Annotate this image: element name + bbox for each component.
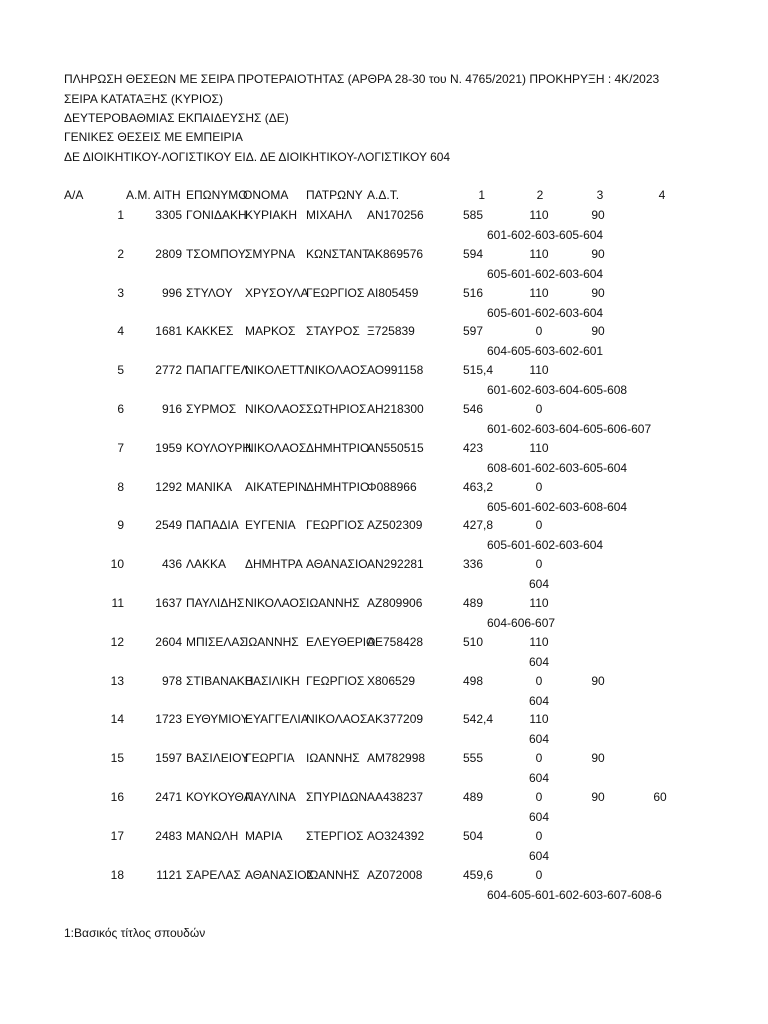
cell-surname: ΚΟΥΛΟΥΡΗ <box>186 441 252 455</box>
cell-adt: ΑΚ377209 <box>367 712 424 726</box>
cell-c1: 515,4 <box>463 363 494 377</box>
cell-aa: 9 <box>117 518 124 532</box>
cell-c3: 90 <box>591 286 605 300</box>
cell-aa: 4 <box>117 324 124 338</box>
cell-surname: ΕΥΘΥΜΙΟΥ <box>186 712 249 726</box>
cell-name: ΣΜΥΡΝΑ <box>245 247 296 261</box>
col-header-adt: Α.Δ.Τ. <box>367 188 400 202</box>
cell-c1: 498 <box>463 674 484 688</box>
cell-aa: 16 <box>110 790 124 804</box>
cell-name: ΑΙΚΑΤΕΡΙΝ <box>245 480 307 494</box>
cell-c2: 110 <box>529 286 549 300</box>
cell-c2: 0 <box>535 518 543 532</box>
cell-aa: 15 <box>110 751 124 765</box>
cell-name: ΝΙΚΟΛΑΟΣ <box>245 402 307 416</box>
cell-c2: 110 <box>529 712 549 726</box>
cell-c2: 0 <box>535 829 543 843</box>
cell-adt: ΑΕ758428 <box>367 635 424 649</box>
cell-c2: 0 <box>535 868 543 882</box>
cell-preferences: 605-601-602-603-608-604 <box>487 500 628 514</box>
cell-surname: ΜΑΝΙΚΑ <box>186 480 233 494</box>
cell-father: ΓΕΩΡΓΙΟΣ <box>306 674 365 688</box>
cell-name: ΜΑΡΙΑ <box>245 829 283 843</box>
cell-am: 1121 <box>156 868 182 882</box>
cell-am: 2772 <box>155 363 182 377</box>
cell-name: ΝΙΚΟΛΑΟΣ <box>245 596 307 610</box>
cell-preferences: 604-605-601-602-603-607-608-6 <box>487 888 662 902</box>
col-header-aa: Α/Α <box>64 188 84 202</box>
cell-aa: 7 <box>117 441 124 455</box>
cell-c2: 110 <box>529 441 549 455</box>
cell-name: ΙΩΑΝΝΗΣ <box>245 635 299 649</box>
cell-c2: 110 <box>529 596 549 610</box>
cell-father: ΝΙΚΟΛΑΟΣ <box>306 363 368 377</box>
cell-surname: ΣΑΡΕΛΑΣ <box>186 868 241 882</box>
cell-name: ΑΘΑΝΑΣΙΟΣ <box>245 868 315 882</box>
cell-father: ΚΩΝΣΤΑΝΤ <box>306 247 370 261</box>
cell-am: 1681 <box>155 324 182 338</box>
cell-preferences: 604 <box>528 655 550 669</box>
cell-father: ΙΩΑΝΝΗΣ <box>306 751 360 765</box>
cell-preferences: 604 <box>528 810 550 824</box>
cell-aa: 8 <box>117 480 124 494</box>
cell-surname: ΠΑΥΛΙΔΗΣ <box>186 596 245 610</box>
cell-adt: ΑΟ324392 <box>367 829 425 843</box>
cell-c1: 423 <box>463 441 484 455</box>
cell-surname: ΠΑΠΑΓΓΕΛ <box>186 363 249 377</box>
cell-surname: ΚΟΥΚΟΥΘΑ <box>186 790 252 804</box>
cell-surname: ΣΤΥΛΟΥ <box>186 286 233 300</box>
col-header-am: Α.Μ. ΑΙΤΗ <box>126 188 181 202</box>
col-header-3: 3 <box>596 188 604 202</box>
col-header-surname: ΕΠΩΝΥΜΟ <box>186 188 248 202</box>
cell-c2: 0 <box>535 402 543 416</box>
cell-name: ΕΥΑΓΓΕΛΙΑ <box>245 712 309 726</box>
cell-am: 2809 <box>155 247 182 261</box>
cell-aa: 3 <box>117 286 124 300</box>
cell-c1: 585 <box>463 208 484 222</box>
cell-c3: 90 <box>591 751 605 765</box>
cell-c2: 110 <box>529 208 549 222</box>
cell-adt: ΑΝ170256 <box>367 208 424 222</box>
col-header-1: 1 <box>478 188 485 202</box>
cell-name: ΕΥΓΕΝΙΑ <box>245 518 296 532</box>
cell-surname: ΣΤΙΒΑΝΑΚΗ <box>186 674 254 688</box>
cell-preferences: 604 <box>528 732 550 746</box>
cell-preferences: 605-601-602-603-604 <box>487 306 604 320</box>
cell-preferences: 605-601-602-603-604 <box>487 538 604 552</box>
cell-father: ΓΕΩΡΓΙΟΣ <box>306 518 365 532</box>
cell-aa: 6 <box>117 402 124 416</box>
cell-am: 1292 <box>155 480 182 494</box>
cell-father: ΙΩΑΝΝΗΣ <box>306 596 360 610</box>
cell-surname: ΛΑΚΚΑ <box>186 557 227 571</box>
cell-surname: ΠΑΠΑΔΙΑ <box>186 518 239 532</box>
cell-c3: 90 <box>591 208 605 222</box>
cell-am: 2471 <box>155 790 182 804</box>
cell-am: 2549 <box>155 518 182 532</box>
cell-c1: 510 <box>463 635 484 649</box>
cell-am: 2604 <box>155 635 182 649</box>
cell-adt: Ξ725839 <box>367 324 415 338</box>
cell-preferences: 604 <box>528 771 550 785</box>
cell-adt: ΑΖ072008 <box>367 868 423 882</box>
cell-c1: 555 <box>463 751 484 765</box>
cell-surname: ΓΟΝΙΔΑΚΗ <box>186 208 247 222</box>
cell-c2: 110 <box>529 635 549 649</box>
cell-father: ΔΗΜΗΤΡΙΟ <box>306 441 370 455</box>
cell-preferences: 605-601-602-603-604 <box>487 267 604 281</box>
cell-adt: ΑΖ502309 <box>367 518 423 532</box>
col-header-4: 4 <box>658 188 666 202</box>
cell-name: ΒΑΣΙΛΙΚΗ <box>245 674 300 688</box>
cell-preferences: 604-605-603-602-601 <box>487 344 604 358</box>
cell-c2: 0 <box>535 790 543 804</box>
cell-adt: ΑΟ991158 <box>367 363 424 377</box>
cell-c2: 110 <box>529 363 549 377</box>
cell-preferences: 604 <box>528 849 550 863</box>
cell-c2: 0 <box>535 674 543 688</box>
cell-am: 978 <box>161 674 182 688</box>
cell-name: ΠΑΥΛΙΝΑ <box>245 790 296 804</box>
cell-c1: 463,2 <box>463 480 494 494</box>
cell-am: 1637 <box>155 596 182 610</box>
cell-c2: 0 <box>535 480 543 494</box>
cell-father: ΕΛΕΥΘΕΡΙΟ <box>306 635 376 649</box>
cell-aa: 2 <box>117 247 124 261</box>
cell-c3: 90 <box>591 247 605 261</box>
cell-adt: ΑΜ782998 <box>367 751 426 765</box>
cell-name: ΜΑΡΚΟΣ <box>245 324 296 338</box>
cell-preferences: 601-602-603-604-605-608 <box>487 383 628 397</box>
cell-c1: 504 <box>463 829 484 843</box>
cell-am: 1723 <box>155 712 182 726</box>
cell-c2: 0 <box>535 751 543 765</box>
cell-aa: 17 <box>110 829 124 843</box>
cell-c3: 90 <box>591 324 605 338</box>
cell-c1: 546 <box>463 402 484 416</box>
cell-preferences: 601-602-603-604-605-606-607 <box>487 422 652 436</box>
cell-c1: 516 <box>463 286 484 300</box>
cell-am: 996 <box>161 286 182 300</box>
cell-c3: 90 <box>591 674 605 688</box>
header-title: ΠΛΗΡΩΣΗ ΘΕΣΕΩΝ ΜΕ ΣΕΙΡΑ ΠΡΟΤΕΡΑΙΟΤΗΤΑΣ (ΑΡΘΡΑ 28-30 του Ν. 4765/2021) ΠΡΟΚΗΡΥΞΗ : 4Κ/2023 <box>64 72 660 86</box>
cell-name: ΝΙΚΟΛΑΟΣ <box>245 441 307 455</box>
cell-father: ΙΩΑΝΝΗΣ <box>306 868 360 882</box>
cell-surname: ΜΑΝΩΛΗ <box>186 829 239 843</box>
cell-am: 916 <box>161 402 182 416</box>
cell-c2: 0 <box>535 324 543 338</box>
cell-aa: 5 <box>117 363 124 377</box>
cell-c1: 542,4 <box>463 712 494 726</box>
cell-adt: ΑΚ869576 <box>367 247 424 261</box>
cell-father: ΓΕΩΡΓΙΟΣ <box>306 286 365 300</box>
cell-father: ΝΙΚΟΛΑΟΣ <box>306 712 368 726</box>
cell-am: 3305 <box>155 208 182 222</box>
cell-preferences: 608-601-602-603-605-604 <box>487 461 628 475</box>
cell-preferences: 601-602-603-605-604 <box>487 228 604 242</box>
cell-adt: Χ806529 <box>367 674 416 688</box>
cell-c1: 597 <box>463 324 484 338</box>
header-education-level: ΔΕΥΤΕΡΟΒΑΘΜΙΑΣ ΕΚΠΑΙΔΕΥΣΗΣ (ΔΕ) <box>64 111 289 125</box>
cell-am: 1597 <box>155 751 182 765</box>
cell-adt: Φ088966 <box>367 480 417 494</box>
cell-father: ΣΠΥΡΙΔΩΝ <box>306 790 368 804</box>
cell-adt: ΑΝ292281 <box>367 557 424 571</box>
cell-aa: 13 <box>110 674 124 688</box>
col-header-father: ΠΑΤΡΩΝΥ <box>306 188 363 202</box>
header-positions-type: ΓΕΝΙΚΕΣ ΘΕΣΕΙΣ ΜΕ ΕΜΠΕΙΡΙΑ <box>64 130 243 144</box>
cell-surname: ΣΥΡΜΟΣ <box>186 402 237 416</box>
cell-aa: 10 <box>110 557 124 571</box>
cell-c2: 110 <box>529 247 549 261</box>
cell-adt: ΑΝ550515 <box>367 441 424 455</box>
cell-aa: 18 <box>110 868 124 882</box>
cell-adt: ΑΙ805459 <box>367 286 419 300</box>
cell-adt: ΑΑ438237 <box>367 790 424 804</box>
cell-surname: ΒΑΣΙΛΕΙΟΥ <box>186 751 250 765</box>
cell-c4: 60 <box>653 790 667 804</box>
cell-surname: ΤΣΟΜΠΟΥ. <box>186 247 248 261</box>
cell-father: ΔΗΜΗΤΡΙΟ <box>306 480 370 494</box>
cell-adt: ΑΖ809906 <box>367 596 423 610</box>
cell-c1: 459,6 <box>463 868 494 882</box>
cell-adt: ΑΗ218300 <box>367 402 424 416</box>
cell-c1: 489 <box>463 596 484 610</box>
cell-c1: 336 <box>463 557 484 571</box>
cell-name: ΔΗΜΗΤΡΑ <box>245 557 303 571</box>
cell-name: ΝΙΚΟΛΕΤΤ/ <box>245 363 308 377</box>
cell-father: ΣΤΕΡΓΙΟΣ <box>306 829 364 843</box>
cell-aa: 11 <box>111 596 124 610</box>
cell-preferences: 604 <box>528 694 550 708</box>
cell-father: ΣΤΑΥΡΟΣ <box>306 324 360 338</box>
cell-name: ΧΡΥΣΟΥΛΑ <box>245 286 309 300</box>
cell-father: ΑΘΑΝΑΣΙΟ <box>306 557 368 571</box>
cell-surname: ΚΑΚΚΕΣ <box>186 324 234 338</box>
col-header-name: ΟΝΟΜΑ <box>243 188 289 202</box>
cell-am: 436 <box>161 557 182 571</box>
header-specialty: ΔΕ ΔΙΟΙΚΗΤΙΚΟΥ-ΛΟΓΙΣΤΙΚΟΥ ΕΙΔ. ΔΕ ΔΙΟΙΚΗΤΙΚΟΥ-ΛΟΓΙΣΤΙΚΟΥ 604 <box>64 150 451 164</box>
cell-name: ΚΥΡΙΑΚΗ <box>245 208 298 222</box>
footnote: 1:Βασικός τίτλος σπουδών <box>64 926 206 940</box>
cell-c1: 427,8 <box>463 518 494 532</box>
cell-aa: 14 <box>110 712 124 726</box>
cell-c3: 90 <box>591 790 605 804</box>
cell-c2: 0 <box>535 557 543 571</box>
header-ranking-series: ΣΕΙΡΑ ΚΑΤΑΤΑΞΗΣ (ΚΥΡΙΟΣ) <box>64 92 223 106</box>
cell-c1: 594 <box>463 247 484 261</box>
col-header-2: 2 <box>536 188 544 202</box>
cell-preferences: 604 <box>528 577 550 591</box>
cell-am: 1959 <box>155 441 182 455</box>
cell-preferences: 604-606-607 <box>487 616 556 630</box>
cell-am: 2483 <box>155 829 182 843</box>
cell-name: ΓΕΩΡΓΙΑ <box>245 751 295 765</box>
cell-aa: 1 <box>117 208 124 222</box>
cell-aa: 12 <box>110 635 124 649</box>
cell-c1: 489 <box>463 790 484 804</box>
cell-father: ΣΩΤΗΡΙΟΣ <box>306 402 367 416</box>
cell-surname: ΜΠΙΣΕΛΑΣ <box>186 635 247 649</box>
cell-father: ΜΙΧΑΗΛ <box>306 208 353 222</box>
